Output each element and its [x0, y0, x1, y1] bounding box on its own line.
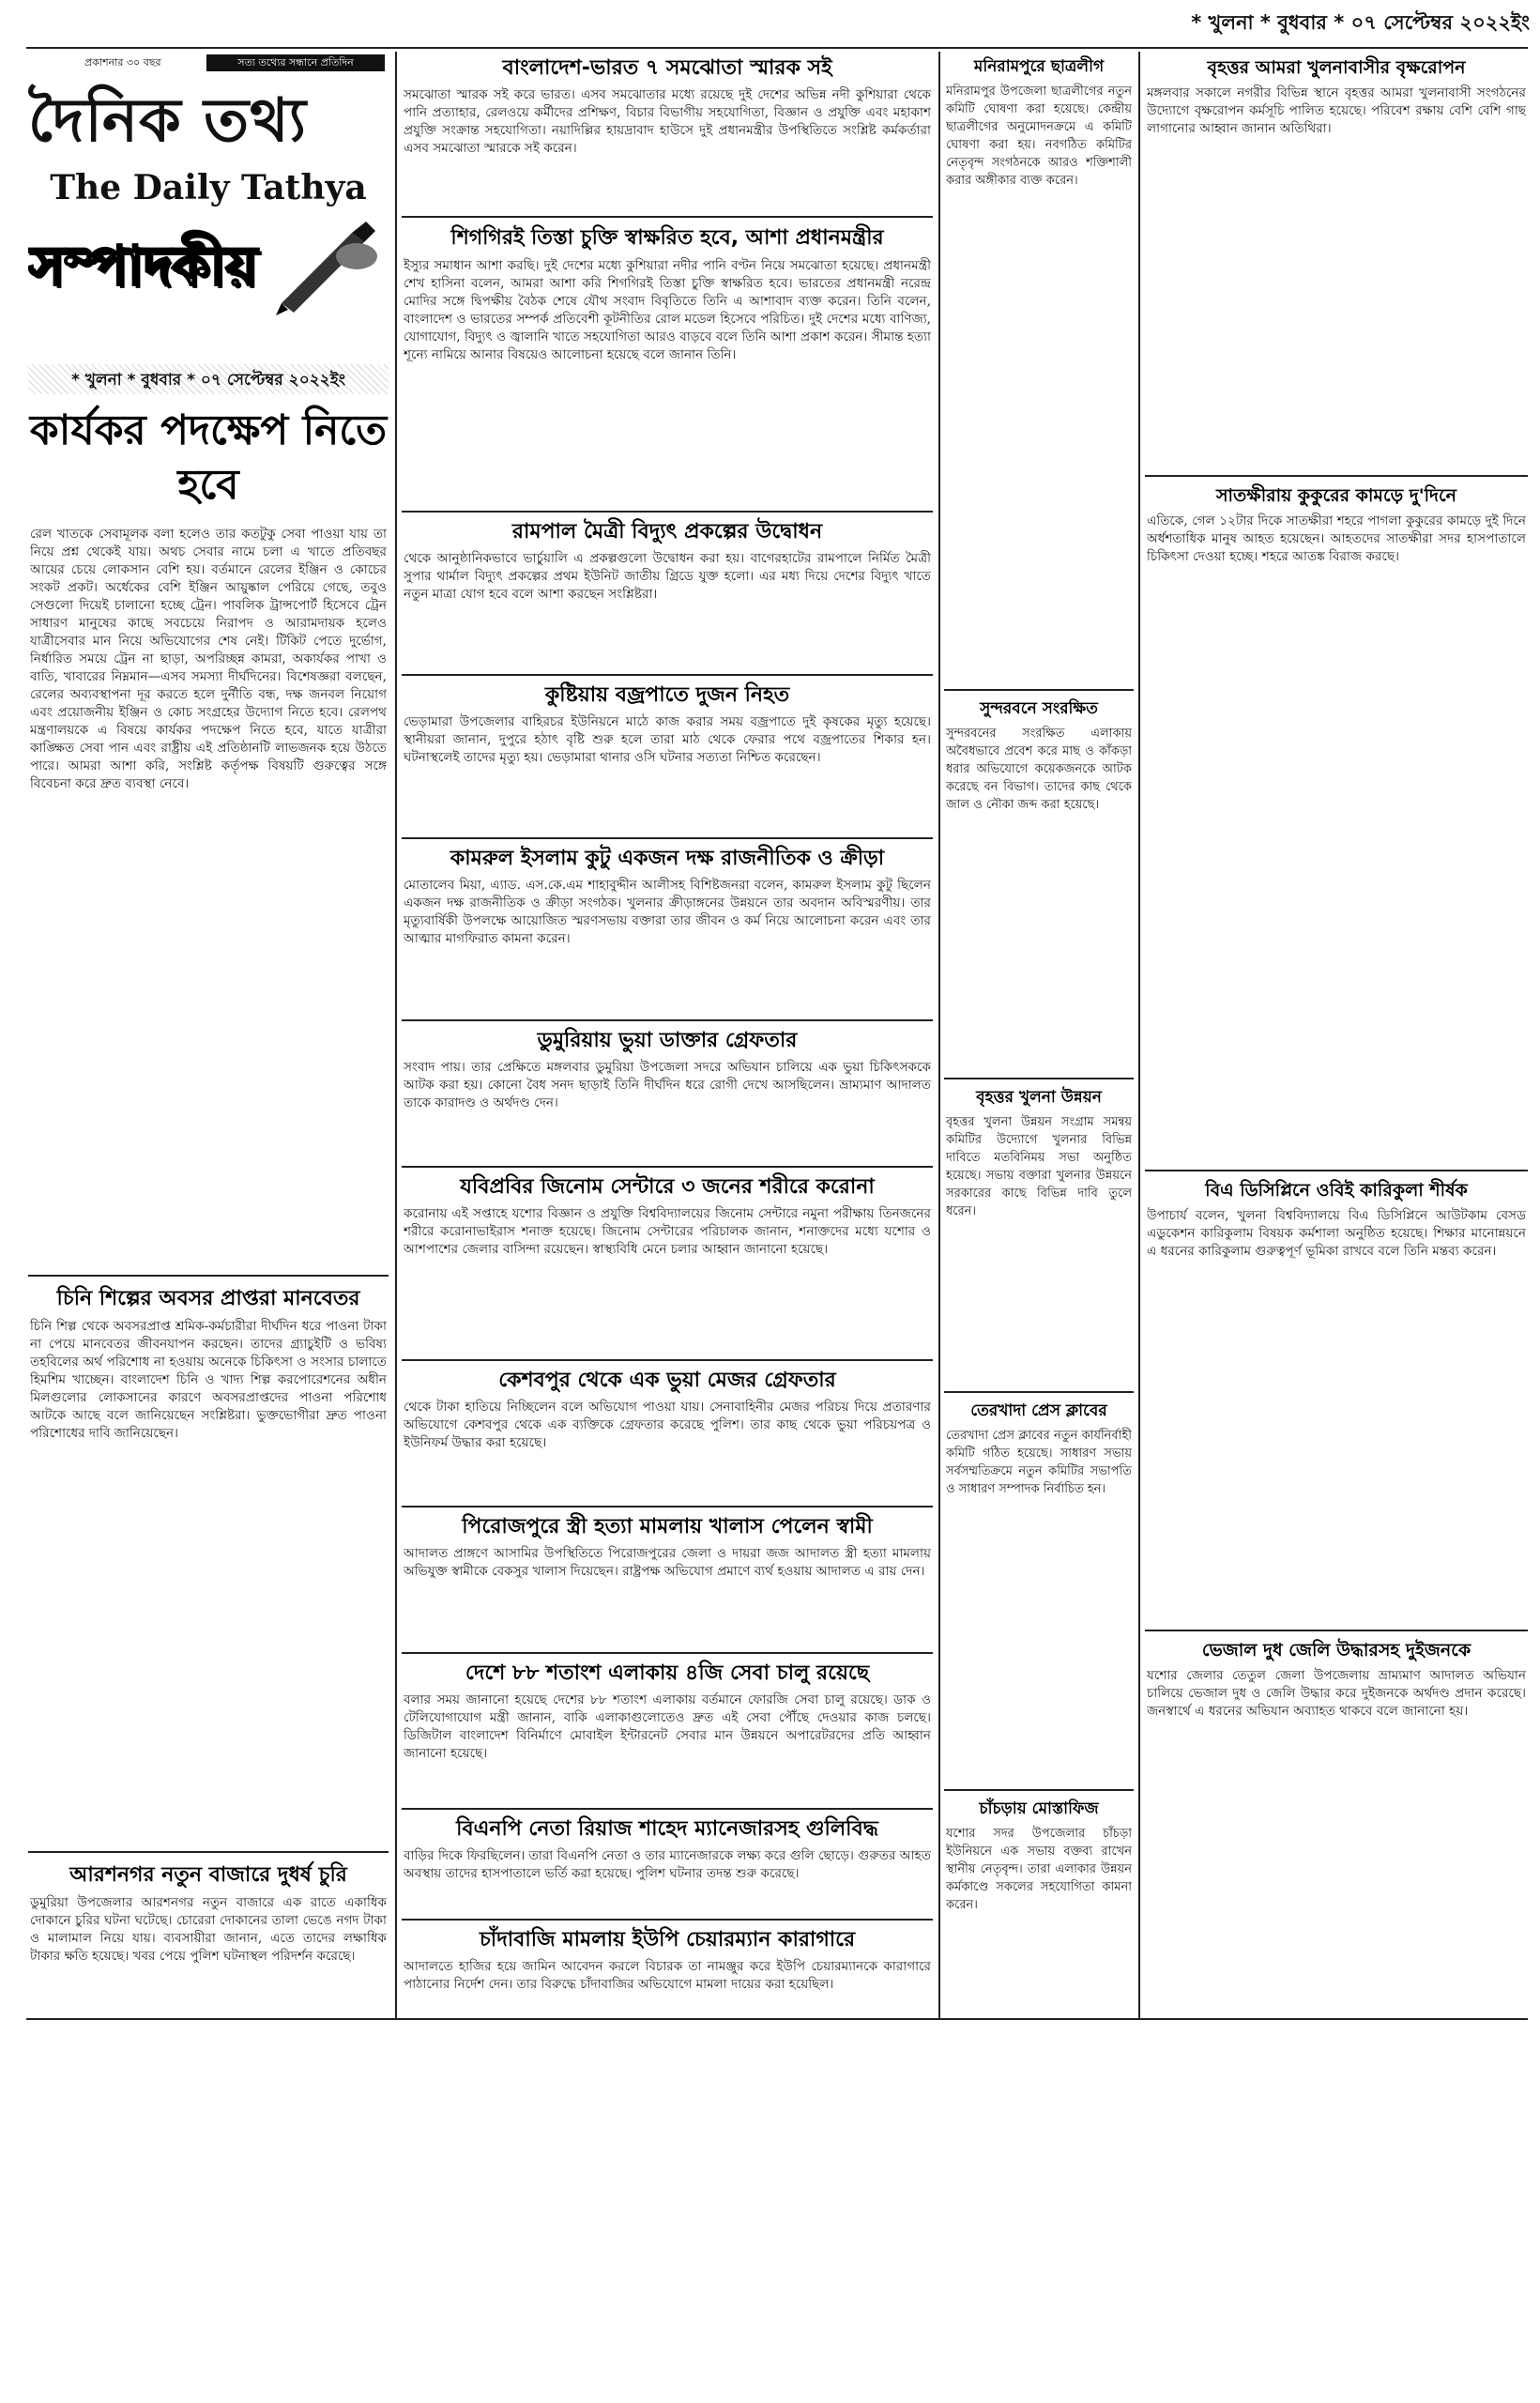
mid-article-2-body: ইস্যুর সমাধান আশা করছি। দুই দেশের মধ্যে কুশিয়ারা নদীর পানি বণ্টন নিয়ে সমঝোতা হয়েছে। প্রধানমন্ত্রী শেখ হাসিনা বলেন, আমরা আশা করি শিগগিরই তিস্তা চুক্তি স্বাক্ষরিত হবে। ভারতের প্রধানমন্ত্রী নরেন্দ্র মোদির সঙ্গে দ্বিপক্ষীয় বৈঠক শেষে যৌথ সংবাদ বিবৃতিতে তিনি এ আশাবাদ ব্যক্ত করেন। তিনি বলেন, বাংলাদেশ ও ভারতের সম্পর্ক প্রতিবেশী কূটনীতির রোল মডেল হিসেবে পরিচিত। দুই দেশের মধ্যে বাণিজ্য, যোগাযোগ, বিদ্যুৎ ও জ্বালানি খাতে সহযোগিতা আরও বাড়বে বলে তিনি আশা প্রকাশ করেন। সীমান্ত হত্যা শূন্যে নামিয়ে আনার বিষয়েও আলোচনা হয়েছে বলে জানান তিনি। — [404, 258, 931, 362]
left-article-2-body: ডুমুরিয়া উপজেলার আরশনগর নতুন বাজারে এক রাতে একাধিক দোকানে চুরির ঘটনা ঘটেছে। চোরেরা দোকানের তালা ভেঙে নগদ টাকা ও মালামাল নিয়ে যায়। ব্যবসায়ীরা জানান, এতে তাদের লক্ষাধিক টাকার ক্ষতি হয়েছে। খবর পেয়ে পুলিশ ঘটনাস্থল পরিদর্শন করেছে। — [30, 1895, 387, 1964]
col4-rule-1 — [1145, 475, 1528, 477]
mid-article-1-body: সমঝোতা স্মারক সই করে ভারত। এসব সমঝোতার মধ্যে রয়েছে দুই দেশের অভিন্ন নদী কুশিয়ারা থেকে পানি প্রত্যাহার, রেলওয়ে কর্মীদের প্রশিক্ষণ, বিচার বিভাগীয় সহযোগিতা, বিজ্ঞান ও প্রযুক্তি এবং মহাকাশ প্রযুক্তি সংক্রান্ত সহযোগিতা। নয়াদিল্লির হায়দ্রাবাদ হাউসে দুই প্রধানমন্ত্রীর উপস্থিতিতে সংশ্লিষ্ট কর্মকর্তারা এসব সমঝোতা স্মারকে সই করেন। — [404, 87, 931, 156]
mid-article-5-body: মোতালেব মিয়া, এ্যাড. এস.কে.এম শাহাবুদ্দীন আলীসহ বিশিষ্টজনরা বলেন, কামরুল ইসলাম কুটু ছিলেন একজন দক্ষ রাজনীতিক ও ক্রীড়া সংগঠক। খুলনার ক্রীড়াঙ্গনের উন্নয়নে তার অবদান অবিস্মরণীয়। তার মৃত্যুবার্ষিকী উপলক্ষে আয়োজিত স্মরণসভায় বক্তারা তার জীবন ও কর্ম নিয়ে আলোচনা করেন এবং তার আত্মার মাগফিরাত কামনা করেন। — [404, 878, 931, 946]
col4-article-4-body: যশোর জেলার তেতুল জেলা উপজেলায় ভ্রাম্যমাণ আদালত অভিযান চালিয়ে ভেজাল দুধ ও জেলি উদ্ধার করে দুইজনকে অর্থদণ্ড প্রদান করেছে। জনস্বার্থে এ ধরনের অভিযান অব্যাহত থাকবে বলে জানানো হয়। — [1147, 1668, 1526, 1719]
col3-article-1-body: মনিরামপুর উপজেলা ছাত্রলীগের নতুন কমিটি ঘোষণা করা হয়েছে। কেন্দ্রীয় ছাত্রলীগের অনুমোদনক্রমে এ কমিটি ঘোষণা করা হয়। নবগঠিত কমিটির নেতৃবৃন্দ সংগঠনকে আরও শক্তিশালী করার অঙ্গীকার ব্যক্ত করেন। — [946, 84, 1132, 188]
mid-article-3-body: থেকে আনুষ্ঠানিকভাবে ভার্চুয়ালি এ প্রকল্পগুলো উদ্বোধন করা হয়। বাগেরহাটের রামপালে নির্মিত মৈত্রী সুপার থার্মাল বিদ্যুৎ প্রকল্পের প্রথম ইউনিট জাতীয় গ্রিডে যুক্ত হলো। এর মধ্য দিয়ে দেশের বিদ্যুৎ খাতে নতুন মাত্রা যোগ হবে বলে আশা করছেন সংশ্লিষ্টরা। — [404, 551, 931, 602]
col4-article-1-body: মঙ্গলবার সকালে নগরীর বিভিন্ন স্থানে বৃহত্তর আমরা খুলনাবাসী সংগঠনের উদ্যোগে বৃক্ষরোপন কর্মসূচি পালিত হয়েছে। পরিবেশ রক্ষায় বেশি বেশি গাছ লাগানোর আহ্বান জানান অতিথিরা। — [1147, 85, 1526, 136]
left-divider-2 — [28, 1851, 389, 1853]
mid-article-4-headline: কুষ্টিয়ায় বজ্রপাতে দুজন নিহত — [544, 683, 790, 707]
col4-rule-2 — [1145, 1170, 1528, 1171]
col3-rule-1 — [944, 689, 1134, 691]
col3-article-4-body: তেরখাদা প্রেস ক্লাবের নতুন কার্যনির্বাহী কমিটি গঠিত হয়েছে। সাধারণ সভায় সর্বসম্মতিক্রমে নতুন কমিটির সভাপতি ও সাধারণ সম্পাদক নির্বাচিত হন। — [946, 1429, 1132, 1496]
tagline: সত্য তথ্যের সন্ধানে প্রতিদিন — [206, 54, 385, 71]
col3-rule-3 — [944, 1391, 1134, 1393]
col4-article-3-headline: বিএ ডিসিপ্লিনে ওবিই কারিকুলা শীর্ষক — [1205, 1180, 1468, 1201]
col3-article-2-body: সুন্দরবনের সংরক্ষিত এলাকায় অবৈধভাবে প্রবেশ করে মাছ ও কাঁকড়া ধরার অভিযোগে কয়েকজনকে আটক করেছে বন বিভাগ। তাদের কাছ থেকে জাল ও নৌকা জব্দ করা হয়েছে। — [946, 727, 1132, 812]
mid-rule-7 — [402, 1359, 933, 1361]
mid-rule-8 — [402, 1506, 933, 1508]
registration-text: প্রকাশনার ৩০ বছর — [84, 56, 161, 69]
col3-article-5-headline: চাঁচড়ায় মোস্তাফিজ — [979, 1799, 1099, 1818]
left-article-2-headline: আরশনগর নতুন বাজারে দুধর্ষ চুরি — [69, 1863, 347, 1887]
col3-rule-2 — [944, 1078, 1134, 1079]
logo-bangla: দৈনিক তথ্য — [28, 86, 308, 156]
mid-article-2-headline: শিগগিরই তিস্তা চুক্তি স্বাক্ষরিত হবে, আশা প্রধানমন্ত্রীর — [450, 226, 884, 250]
mid-rule-2 — [402, 511, 933, 513]
col4-article-4-headline: ভেজাল দুধ জেলি উদ্ধারসহ দুইজনকে — [1201, 1640, 1471, 1661]
col3-article-3-headline: বৃহত্তর খুলনা উন্নয়ন — [976, 1088, 1102, 1107]
mid-article-10-body: বলার সময় জানানো হয়েছে দেশের ৮৮ শতাংশ এলাকায় বর্তমানে ফোরজি সেবা চালু রয়েছে। ডাক ও টেলিযোগাযোগ মন্ত্রী জানান, বাকি এলাকাগুলোতেও দ্রুত এই সেবা পৌঁছে দেওয়ার কাজ চলছে। ডিজিটাল বাংলাদেশ বিনির্মাণে মোবাইল ইন্টারনেট সেবার মান উন্নয়নে অপারেটরদের প্রতি আহ্বান জানানো হয়েছে। — [404, 1692, 931, 1761]
page-date-line: * খুলনা * বুধবার * ০৭ সেপ্টেম্বর ২০২২ইং — [1191, 11, 1530, 34]
mid-article-10-headline: দেশে ৮৮ শতাংশ এলাকায় ৪জি সেবা চালু রয়েছে — [465, 1661, 870, 1685]
col3-article-5-body: যশোর সদর উপজেলার চাঁচড়া ইউনিয়নে এক সভায় বক্তব্য রাখেন স্থানীয় নেতৃবৃন্দ। তারা এলাকার উন্নয়ন কর্মকাণ্ডে সকলের সহযোগিতা কামনা করেন। — [946, 1827, 1132, 1912]
mid-article-1-headline: বাংলাদেশ-ভারত ৭ সমঝোতা স্মারক সই — [502, 56, 832, 80]
mid-article-6-headline: ডুমুরিয়ায় ভুয়া ডাক্তার গ্রেফতার — [537, 1029, 798, 1052]
mid-article-12-body: আদালতে হাজির হয়ে জামিন আবেদন করলে বিচারক তা নামঞ্জুর করে ইউপি চেয়ারম্যানকে কারাগারে পাঠানোর নির্দেশ দেন। তার বিরুদ্ধে চাঁদাবাজির অভিযোগে মামলা দায়ের করা হয়েছিল। — [404, 1959, 931, 1992]
mid-article-8-body: থেকে টাকা হাতিয়ে নিচ্ছিলেন বলে অভিযোগ পাওয়া যায়। সেনাবাহিনীর মেজর পরিচয় দিয়ে প্রতারণার অভিযোগে কেশবপুর থেকে এক ব্যক্তিকে গ্রেফতার করেছে পুলিশ। তার কাছ থেকে ভুয়া পরিচয়পত্র ও ইউনিফর্ম উদ্ধার করা হয়েছে। — [404, 1400, 931, 1450]
left-article-1-headline: চিনি শিল্পের অবসর প্রাপ্তরা মানবেতর — [56, 1287, 360, 1310]
col4-article-1-headline: বৃহত্তর আমরা খুলনাবাসীর বৃক্ষরোপন — [1207, 57, 1466, 78]
mid-rule-6 — [402, 1166, 933, 1168]
mid-article-4-body: ভেড়ামারা উপজেলার বাহিরচর ইউনিয়নে মাঠে কাজ করার সময় বজ্রপাতে দুই কৃষকের মৃত্যু হয়েছে। স্থানীয়রা জানান, দুপুরে হঠাৎ বৃষ্টি শুরু হলে তারা মাঠ থেকে ফেরার পথে বজ্রপাতের শিকার হন। ঘটনাস্থলেই তাদের মৃত্যু হয়। ভেড়ামারা থানার ওসি ঘটনার সত্যতা নিশ্চিত করেছেন। — [404, 714, 931, 765]
col4-article-3-body: উপাচার্য বলেন, খুলনা বিশ্ববিদ্যালয়ে বিএ ডিসিপ্লিনে আউটকাম বেসড এডুকেশন কারিকুলাম বিষয়ক কর্মশালা অনুষ্ঠিত হয়েছে। শিক্ষার মানোন্নয়নে এ ধরনের কারিকুলাম গুরুত্বপূর্ণ ভূমিকা রাখবে বলে তিনি মন্তব্য করেন। — [1147, 1208, 1526, 1259]
col3-rule-4 — [944, 1789, 1134, 1791]
editorial-body: রেল খাতকে সেবামূলক বলা হলেও তার কতটুকু সেবা পাওয়া যায় তা নিয়ে প্রশ্ন থেকেই যায়। অথচ সেবার নামে চলা এ খাতে প্রতিবছর আয়ের চেয়ে লোকসান বেশি হয়। বর্তমানে রেলের ইঞ্জিন ও কোচের সংকট প্রকট। অর্ধেকের বেশি ইঞ্জিন আয়ুষ্কাল পেরিয়ে গেছে, তবুও সেগুলো দিয়েই চালানো হচ্ছে ট্রেন। পাবলিক ট্রান্সপোর্ট হিসেবে ট্রেন সাধারণ মানুষের কাছে সবচেয়ে নিরাপদ ও আরামদায়ক হলেও যাত্রীসেবার মান নিয়ে অভিযোগের শেষ নেই। টিকিট পেতে দুর্ভোগ, নির্ধারিত সময়ে ট্রেন না ছাড়া, অপরিচ্ছন্ন কামরা, অকার্যকর পাখা ও বাতি, খাবারের নিম্নমান—এসব সমস্যা দীর্ঘদিনের। বিশেষজ্ঞরা বলছেন, রেলের অব্যবস্থাপনা দূর করতে হলে দুর্নীতি বন্ধ, দক্ষ জনবল নিয়োগ এবং প্রয়োজনীয় ইঞ্জিন ও কোচ সংগ্রহের উদ্যোগ নিতে হবে। রেলপথ মন্ত্রণালয়কে এ বিষয়ে কার্যকর পদক্ষেপ নিতে হবে, যাতে যাত্রীরা কাঙ্ক্ষিত সেবা পান এবং রাষ্ট্রীয় এই প্রতিষ্ঠানটি লাভজনক হয়ে উঠতে পারে। আমরা আশা করি, সংশ্লিষ্ট কর্তৃপক্ষ বিষয়টি গুরুত্বের সঙ্গে বিবেচনা করে দ্রুত ব্যবস্থা নেবে। — [30, 527, 387, 791]
section-title: সম্পাদকীয় — [28, 234, 258, 298]
col3-article-3-body: বৃহত্তর খুলনা উন্নয়ন সংগ্রাম সমন্বয় কমিটির উদ্যোগে খুলনার বিভিন্ন দাবিতে মতবিনিময় সভা অনুষ্ঠিত হয়েছে। সভায় বক্তারা খুলনার উন্নয়নে সরকারের কাছে বিভিন্ন দাবি তুলে ধরেন। — [946, 1115, 1132, 1218]
left-article-1-body: চিনি শিল্প থেকে অবসরপ্রাপ্ত শ্রমিক-কর্মচারীরা দীর্ঘদিন ধরে পাওনা টাকা না পেয়ে মানবেতর জীবনযাপন করছেন। তাদের গ্র্যাচুইটি ও ভবিষ্য তহবিলের অর্থ পরিশোধ না হওয়ায় অনেকে চিকিৎসা ও সংসার চালাতে হিমশিম খাচ্ছেন। বাংলাদেশ চিনি ও খাদ্য শিল্প করপোরেশনের অধীন মিলগুলোর লোকসানের কারণে অবসরপ্রাপ্তদের পাওনা পরিশোধ আটকে আছে বলে জানিয়েছেন সংশ্লিষ্টরা। ভুক্তভোগীরা দ্রুত পাওনা পরিশোধের দাবি জানিয়েছেন। — [30, 1319, 387, 1441]
mid-article-9-body: আদালত প্রাঙ্গণে আসামির উপস্থিতিতে পিরোজপুরের জেলা ও দায়রা জজ আদালত স্ত্রী হত্যা মামলায় অভিযুক্ত স্বামীকে বেকসুর খালাস দিয়েছেন। রাষ্ট্রপক্ষ অভিযোগ প্রমাণে ব্যর্থ হওয়ায় আদালত এ রায় দেন। — [404, 1546, 931, 1579]
col4-article-2-body: এতিকে, গেল ১২টার দিকে সাতক্ষীরা শহরে পাগলা কুকুরের কামড়ে দুই দিনে অর্ধশতাধিক মানুষ আহত হয়েছেন। আহতদের সাতক্ষীরা সদর হাসপাতালে চিকিৎসা দেওয়া হচ্ছে। শহরে আতঙ্ক বিরাজ করছে। — [1147, 513, 1526, 564]
pen-hand-icon — [263, 214, 385, 317]
logo-english: The Daily Tathya — [50, 168, 367, 207]
editorial-date: * খুলনা * বুধবার * ০৭ সেপ্টেম্বর ২০২২ইং — [70, 371, 346, 390]
date-band — [28, 364, 389, 394]
mid-rule-4 — [402, 837, 933, 839]
col-rule-2 — [938, 52, 940, 2018]
mid-article-11-headline: বিএনপি নেতা রিয়াজ শাহেদ ম্যানেজারসহ গুলিবিদ্ধ — [456, 1817, 878, 1841]
bottom-rule — [26, 2018, 1528, 2020]
col3-article-2-headline: সুন্দরবনে সংরক্ষিত — [980, 699, 1098, 718]
col4-rule-3 — [1145, 1630, 1528, 1631]
mid-rule-9 — [402, 1652, 933, 1654]
mid-article-5-headline: কামরুল ইসলাম কুটু একজন দক্ষ রাজনীতিক ও ক্রীড়া — [450, 847, 885, 870]
mid-article-3-headline: রামপাল মৈত্রী বিদ্যুৎ প্রকল্পের উদ্বোধন — [511, 520, 823, 543]
mid-article-7-body: করোনায় এই সপ্তাহে যশোর বিজ্ঞান ও প্রযুক্তি বিশ্ববিদ্যালয়ের জিনোম সেন্টারে নমুনা পরীক্ষায় তিনজনের শরীরে করোনাভাইরাস শনাক্ত হয়েছে। জিনোম সেন্টারের পরিচালক জানান, শনাক্তদের মধ্যে যশোর ও আশপাশের জেলার বাসিন্দা রয়েছেন। স্বাস্থ্যবিধি মেনে চলার আহ্বান জানানো হয়েছে। — [404, 1206, 931, 1257]
mid-rule-1 — [402, 216, 933, 218]
mid-article-8-headline: কেশবপুর থেকে এক ভুয়া মেজর গ্রেফতার — [498, 1369, 836, 1392]
col3-article-4-headline: তেরখাদা প্রেস ক্লাবের — [970, 1401, 1107, 1420]
mid-article-11-body: বাড়ির দিকে ফিরছিলেন। তারা বিএনপি নেতা ও তার ম্যানেজারকে লক্ষ্য করে গুলি ছোড়ে। গুরুতর আহত অবস্থায় তাদের হাসপাতালে ভর্তি করা হয়েছে। পুলিশ ঘটনার তদন্ত শুরু করেছে। — [404, 1848, 931, 1881]
col-rule-3 — [1138, 52, 1140, 2018]
mid-article-7-headline: যবিপ্রবির জিনোম সেন্টারে ৩ জনের শরীরে করোনা — [460, 1175, 875, 1199]
top-rule — [26, 47, 1528, 49]
mid-rule-5 — [402, 1019, 933, 1021]
col4-article-2-headline: সাতক্ষীরায় কুকুরের কামড়ে দু'দিনে — [1215, 485, 1456, 506]
mid-rule-11 — [402, 1919, 933, 1921]
editorial-headline: কার্যকর পদক্ষেপ নিতে হবে — [29, 406, 388, 509]
mid-rule-10 — [402, 1808, 933, 1810]
mid-article-6-body: সংবাদ পায়। তার প্রেক্ষিতে মঙ্গলবার ডুমুরিয়া উপজেলা সদরে অভিযান চালিয়ে এক ভুয়া চিকিৎসককে আটক করা হয়। কোনো বৈধ সনদ ছাড়াই তিনি দীর্ঘদিন ধরে রোগী দেখে আসছিলেন। ভ্রাম্যমাণ আদালত তাকে কারাদণ্ড ও অর্থদণ্ড দেন। — [404, 1060, 931, 1110]
col-rule-1 — [395, 52, 397, 2018]
mid-article-12-headline: চাঁদাবাজি মামলায় ইউপি চেয়ারম্যান কারাগারে — [479, 1928, 856, 1951]
mid-article-9-headline: পিরোজপুরে স্ত্রী হত্যা মামলায় খালাস পেলেন স্বামী — [462, 1515, 873, 1538]
left-divider — [28, 1275, 389, 1277]
col3-article-1-headline: মনিরামপুরে ছাত্রলীগ — [973, 57, 1105, 76]
mid-rule-3 — [402, 674, 933, 676]
masthead — [28, 54, 389, 364]
